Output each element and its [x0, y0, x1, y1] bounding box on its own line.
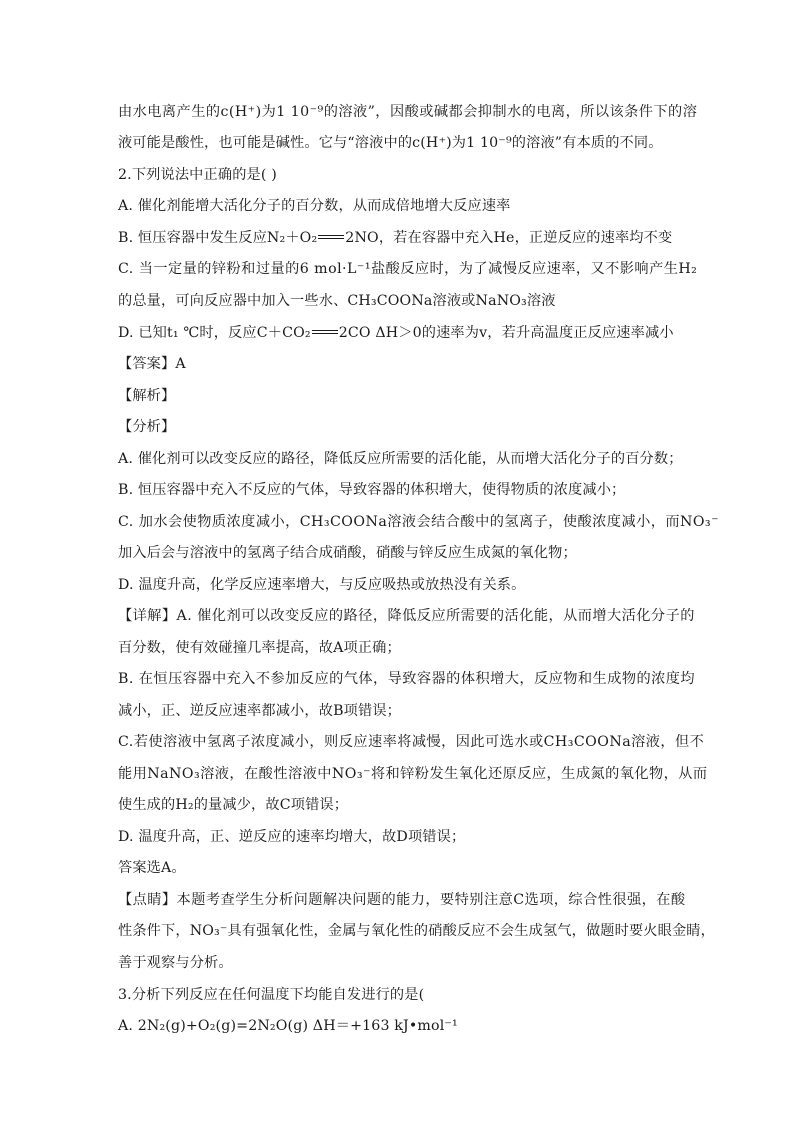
key-point-cont: 性条件下，NO₃⁻具有强氧化性，金属与氧化性的硝酸反应不会生成氢气，做题时要火眼金睛，	[118, 923, 715, 939]
analysis-c-cont: 加入后会与溶液中的氢离子结合成硝酸，硝酸与锌反应生成氮的氧化物；	[118, 545, 577, 561]
equilibrium-arrow-icon	[312, 329, 338, 337]
analysis-d: D. 温度升高，化学反应速率增大，与反应吸热或放热没有关系。	[118, 577, 526, 593]
text-line: 由水电离产生的c(H⁺)为1 10⁻⁹的溶液”，因酸或碱都会抑制水的电离，所以该条件下的溶	[118, 104, 698, 120]
detail-a: 【详解】A. 催化剂可以改变反应的路径，降低反应所需要的活化能，从而增大活化分子的	[118, 608, 695, 624]
key-point: 【点睛】本题考查学生分析问题解决问题的能力，要特别注意C选项，综合性很强，在酸	[118, 892, 686, 908]
option-d-text: D. 已知t₁ ℃时，反应C＋CO₂	[118, 325, 311, 341]
option-a: A. 催化剂能增大活化分子的百分数，从而成倍地增大反应速率	[118, 198, 511, 214]
detail-a-cont: 百分数，使有效碰撞几率提高，故A项正确；	[118, 640, 401, 656]
option-b-text: B. 恒压容器中发生反应N₂＋O₂	[118, 230, 318, 246]
option-d	[118, 323, 678, 343]
option-b	[118, 228, 678, 248]
analysis-title: 【分析】	[118, 419, 176, 435]
analysis-b: B. 恒压容器中充入不反应的气体，导致容器的体积增大，使得物质的浓度减小；	[118, 482, 626, 498]
detail-c: C.若使溶液中氢离子浓度减小，则反应速率将减慢，因此可选水或CH₃COONa溶液，但不	[118, 734, 705, 750]
jiexi-label: 【解析】	[118, 388, 176, 404]
analysis-a: A. 催化剂可以改变反应的路径，降低反应所需要的活化能，从而增大活化分子的百分数；	[118, 451, 683, 467]
option-c: C. 当一定量的锌粉和过量的6 mol·L⁻¹盐酸反应时，为了减慢反应速率，又不影响产生H₂	[118, 261, 698, 277]
final-answer: 答案选A。	[118, 860, 186, 876]
option-d-text: 2CO ΔH＞0的速率为v，若升高温度正反应速率减小	[338, 325, 674, 341]
detail-d: D. 温度升高，正、逆反应的速率均增大，故D项错误；	[118, 829, 466, 845]
detail-c-cont: 能用NaNO₃溶液，在酸性溶液中NO₃⁻将和锌粉发生氧化还原反应，生成氮的氧化物，从而	[118, 766, 708, 782]
detail-c-cont: 使生成的H₂的量减少，故C项错误；	[118, 797, 349, 813]
analysis-c: C. 加水会使物质浓度减小，CH₃COONa溶液会结合酸中的氢离子，使酸浓度减小，而NO₃⁻	[118, 514, 720, 530]
question-2-stem: 2.下列说法中正确的是( )	[118, 167, 277, 183]
option-b-text: 2NO，若在容器中充入He，正逆反应的速率均不变	[345, 230, 673, 246]
equilibrium-arrow-icon	[318, 234, 344, 242]
option-c-cont: 的总量，可向反应器中加入一些水、CH₃COONa溶液或NaNO₃溶液	[118, 293, 556, 309]
answer-label: 【答案】A	[118, 356, 186, 372]
question-3-option-a: A. 2N₂(g)+O₂(g)=2N₂O(g) ΔH＝+163 kJ•mol⁻¹	[118, 1018, 458, 1034]
detail-b-cont: 减小，正、逆反应速率都减小，故B项错误；	[118, 703, 401, 719]
detail-b: B. 在恒压容器中充入不参加反应的气体，导致容器的体积增大，反应物和生成物的浓度均	[118, 671, 696, 687]
key-point-cont: 善于观察与分析。	[118, 955, 233, 971]
text-line: 液可能是酸性，也可能是碱性。它与“溶液中的c(H⁺)为1 10⁻⁹的溶液”有本质的不同。	[118, 135, 663, 151]
question-3-stem: 3.分析下列反应在任何温度下均能自发进行的是(	[118, 987, 425, 1003]
